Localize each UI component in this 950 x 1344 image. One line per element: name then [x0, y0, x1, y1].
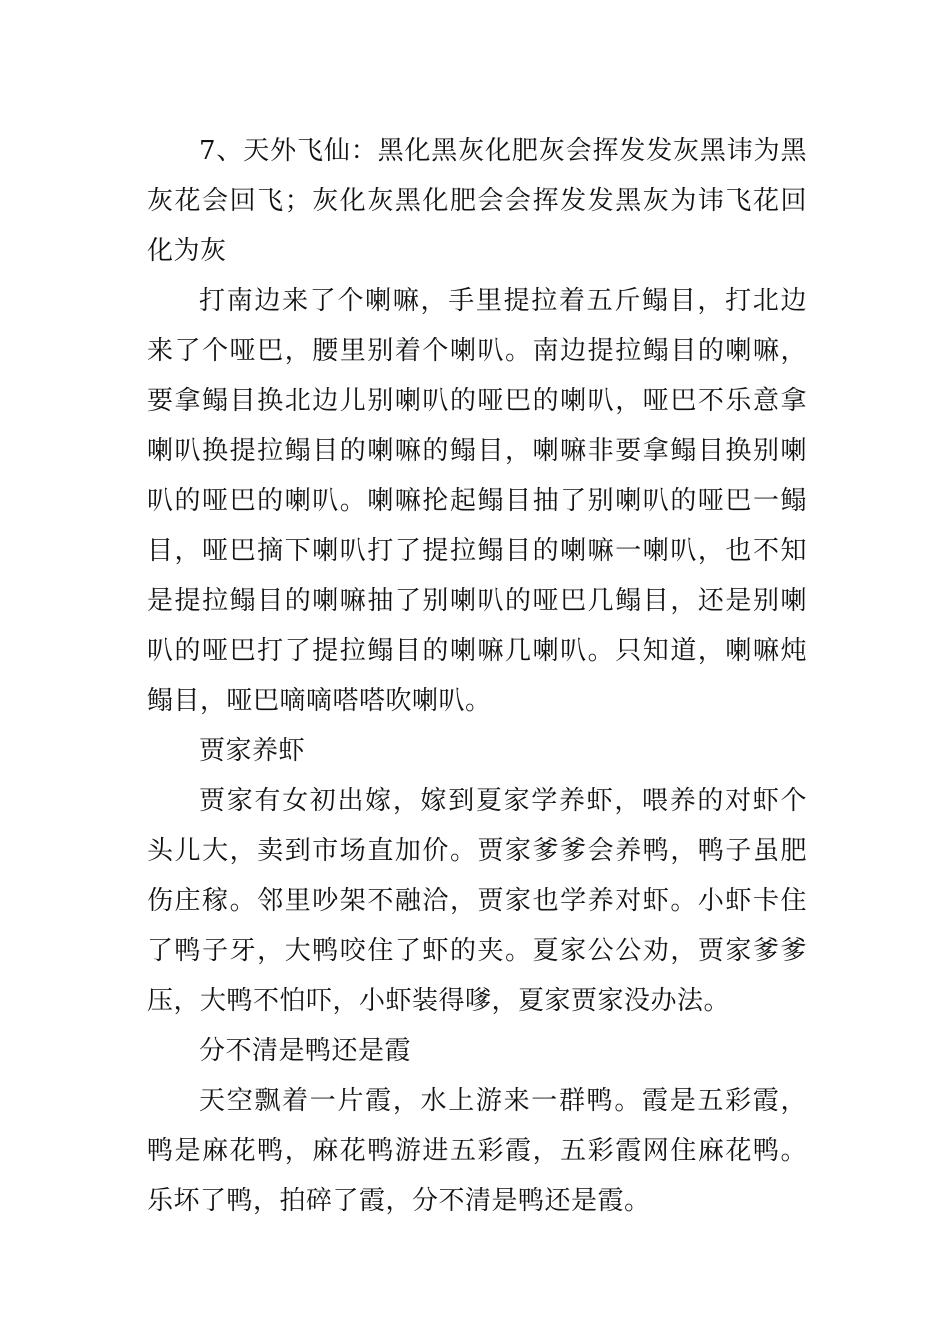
paragraph-jia-family-shrimp: 贾家有女初出嫁，嫁到夏家学养虾，喂养的对虾个头儿大，卖到市场直加价。贾家爹爹会养鸭，鸭子虽肥伤庄稼。邻里吵架不融洽，贾家也学养对虾。小虾卡住了鸭子牙，大鸭咬住了虾的夹。夏家公公劝，贾家爹爹压，大鸭不怕吓，小虾装得嗲，夏家贾家没办法。 [147, 786, 807, 1016]
paragraph-tongue-twister-7: 7、天外飞仙：黑化黑灰化肥灰会挥发发灰黑讳为黑灰花会回飞；灰化灰黑化肥会会挥发发黑灰为讳飞花回化为灰 [147, 136, 807, 266]
section-heading-duck-or-cloud: 分不清是鸭还是霞 [199, 1036, 412, 1066]
paragraph-duck-or-cloud: 天空飘着一片霞，水上游来一群鸭。霞是五彩霞，鸭是麻花鸭，麻花鸭游进五彩霞，五彩霞网住麻花鸭。乐坏了鸭，拍碎了霞，分不清是鸭还是霞。 [147, 1086, 807, 1216]
section-heading-jia-family-shrimp: 贾家养虾 [199, 736, 306, 766]
document-body [147, 126, 807, 1226]
paragraph-lama-and-mute: 打南边来了个喇嘛，手里提拉着五斤鳎目，打北边来了个哑巴，腰里别着个喇叭。南边提拉鳎目的喇嘛，要拿鳎目换北边儿别喇叭的哑巴的喇叭，哑巴不乐意拿喇叭换提拉鳎目的喇嘛的鳎目，喇嘛非要拿鳎目换别喇叭的哑巴的喇叭。喇嘛抡起鳎目抽了别喇叭的哑巴一鳎目，哑巴摘下喇叭打了提拉鳎目的喇嘛一喇叭，也不知是提拉鳎目的喇嘛抽了别喇叭的哑巴几鳎目，还是别喇叭的哑巴打了提拉鳎目的喇嘛几喇叭。只知道，喇嘛炖鳎目，哑巴嘀嘀嗒嗒吹喇叭。 [147, 286, 807, 716]
